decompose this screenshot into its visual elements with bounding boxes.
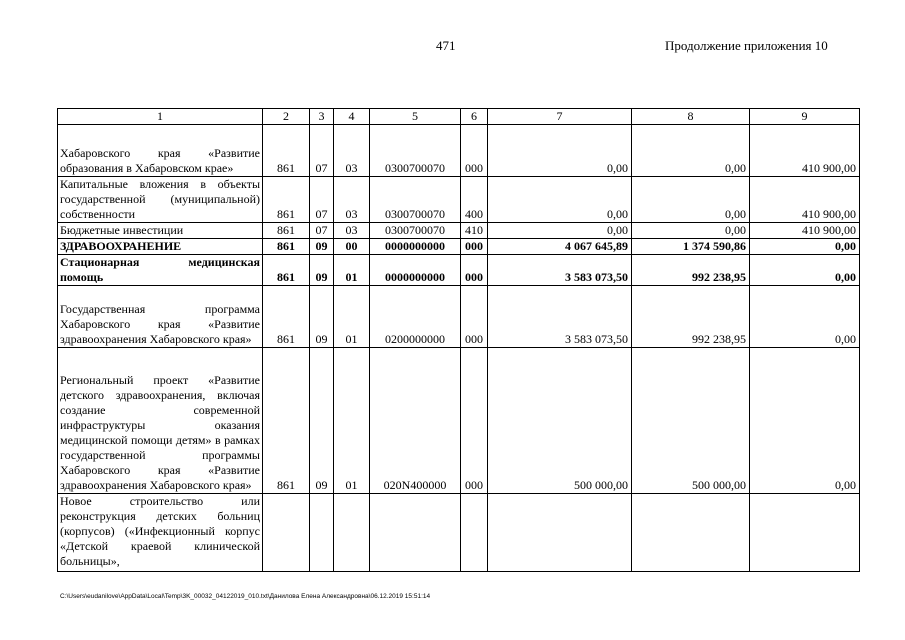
row-name: Региональный проект «Развитие детского здравоохранения, включая создание современной инфраструктуры оказания медицинской помощи детям» в рамках государственной программы Хабаровского края «Развитие здравоохранения Хабаровского края» (58, 348, 263, 494)
cell-expense-type: 400 (461, 177, 488, 223)
cell-amount-col7: 0,00 (488, 223, 632, 239)
page-number: 471 (436, 38, 456, 53)
row-name: Государственная программа Хабаровского края «Развитие здравоохранения Хабаровского края» (58, 286, 263, 348)
cell-amount-col7: 0,00 (488, 125, 632, 177)
cell-amount-col7: 0,00 (488, 177, 632, 223)
cell-amount-col8: 0,00 (632, 177, 750, 223)
cell-section: 09 (310, 255, 334, 286)
table-row (58, 286, 860, 348)
cell-ministry-code: 861 (263, 239, 310, 255)
row-name: Новое строительство или реконструкция детских больниц (корпусов) («Инфекционный корпус «Детской краевой клинической больницы», (58, 494, 263, 572)
table-row (58, 255, 860, 286)
table-row (58, 223, 860, 239)
cell-expense-type: 000 (461, 255, 488, 286)
cell-target-article: 0000000000 (370, 239, 461, 255)
cell-subsection: 01 (334, 255, 370, 286)
cell-section (310, 494, 334, 572)
table-row (58, 494, 860, 572)
cell-ministry-code: 861 (263, 223, 310, 239)
cell-amount-col8: 1 374 590,86 (632, 239, 750, 255)
cell-amount-col9: 0,00 (750, 348, 860, 494)
cell-ministry-code: 861 (263, 125, 310, 177)
cell-target-article: 020N400000 (370, 348, 461, 494)
column-header: 1 (58, 109, 263, 125)
row-name: Бюджетные инвестиции (58, 223, 263, 239)
cell-section: 07 (310, 177, 334, 223)
column-header: 9 (750, 109, 860, 125)
cell-expense-type (461, 494, 488, 572)
cell-subsection: 01 (334, 286, 370, 348)
cell-expense-type: 000 (461, 286, 488, 348)
cell-expense-type: 000 (461, 348, 488, 494)
cell-ministry-code: 861 (263, 177, 310, 223)
row-name: Хабаровского края «Развитие образования в Хабаровском крае» (58, 125, 263, 177)
cell-section: 07 (310, 125, 334, 177)
cell-amount-col7: 4 067 645,89 (488, 239, 632, 255)
column-header: 3 (310, 109, 334, 125)
cell-amount-col8 (632, 494, 750, 572)
row-name: Капитальные вложения в объекты государственной (муниципальной) собственности (58, 177, 263, 223)
row-name: Стационарная медицинская помощь (58, 255, 263, 286)
cell-subsection: 03 (334, 177, 370, 223)
cell-target-article: 0000000000 (370, 255, 461, 286)
cell-section: 07 (310, 223, 334, 239)
cell-amount-col8: 500 000,00 (632, 348, 750, 494)
budget-table (57, 108, 860, 572)
cell-target-article: 0300700070 (370, 223, 461, 239)
appendix-continuation-label: Продолжение приложения 10 (665, 38, 828, 53)
cell-amount-col9: 410 900,00 (750, 125, 860, 177)
cell-target-article: 0200000000 (370, 286, 461, 348)
cell-expense-type: 000 (461, 239, 488, 255)
cell-ministry-code (263, 494, 310, 572)
table-row (58, 348, 860, 494)
column-header: 8 (632, 109, 750, 125)
cell-target-article: 0300700070 (370, 177, 461, 223)
cell-amount-col9: 0,00 (750, 286, 860, 348)
cell-amount-col9: 410 900,00 (750, 177, 860, 223)
column-header: 4 (334, 109, 370, 125)
cell-target-article: 0300700070 (370, 125, 461, 177)
cell-amount-col8: 0,00 (632, 125, 750, 177)
cell-expense-type: 000 (461, 125, 488, 177)
cell-ministry-code: 861 (263, 255, 310, 286)
cell-expense-type: 410 (461, 223, 488, 239)
cell-amount-col7: 3 583 073,50 (488, 255, 632, 286)
column-header: 6 (461, 109, 488, 125)
cell-subsection: 00 (334, 239, 370, 255)
file-path-footer: C:\Users\eudanilove\AppData\Local\Temp\3K_00032_04122019_010.txt\Данилова Елена Александровна\06.12.2019 15:51:14 (60, 593, 431, 600)
cell-section: 09 (310, 348, 334, 494)
table-row (58, 239, 860, 255)
column-header: 5 (370, 109, 461, 125)
column-header: 2 (263, 109, 310, 125)
column-header: 7 (488, 109, 632, 125)
cell-subsection (334, 494, 370, 572)
cell-section: 09 (310, 286, 334, 348)
table-row (58, 125, 860, 177)
cell-amount-col9: 0,00 (750, 239, 860, 255)
cell-subsection: 03 (334, 125, 370, 177)
cell-amount-col7: 500 000,00 (488, 348, 632, 494)
cell-ministry-code: 861 (263, 348, 310, 494)
cell-section: 09 (310, 239, 334, 255)
cell-amount-col9 (750, 494, 860, 572)
cell-amount-col7 (488, 494, 632, 572)
cell-amount-col8: 0,00 (632, 223, 750, 239)
cell-subsection: 03 (334, 223, 370, 239)
cell-amount-col9: 0,00 (750, 255, 860, 286)
cell-amount-col7: 3 583 073,50 (488, 286, 632, 348)
cell-subsection: 01 (334, 348, 370, 494)
row-name: ЗДРАВООХРАНЕНИЕ (58, 239, 263, 255)
table-header-row (58, 109, 860, 125)
cell-amount-col9: 410 900,00 (750, 223, 860, 239)
cell-ministry-code: 861 (263, 286, 310, 348)
cell-amount-col8: 992 238,95 (632, 255, 750, 286)
cell-target-article (370, 494, 461, 572)
table-row (58, 177, 860, 223)
cell-amount-col8: 992 238,95 (632, 286, 750, 348)
